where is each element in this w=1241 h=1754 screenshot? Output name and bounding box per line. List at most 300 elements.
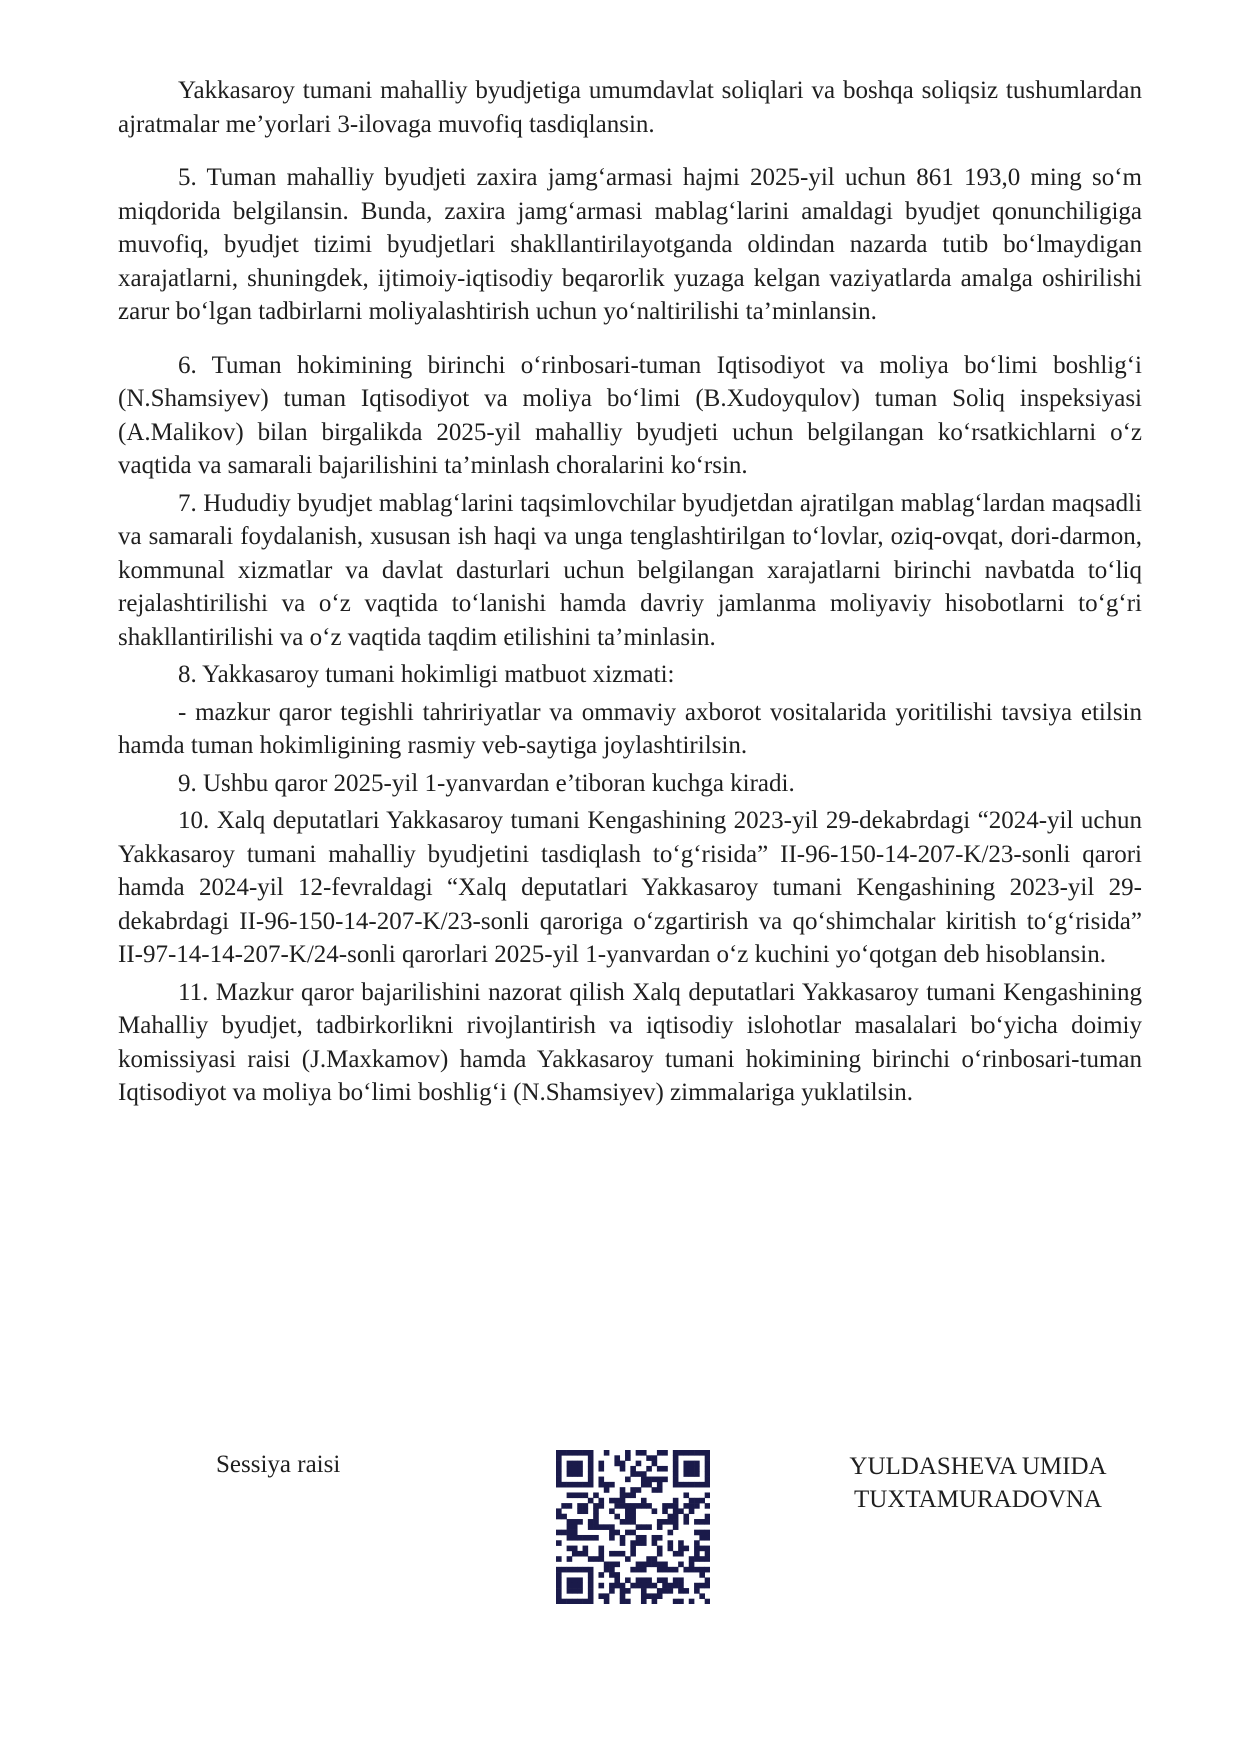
qr-module <box>583 1503 589 1509</box>
qr-module <box>699 1530 705 1536</box>
qr-module <box>609 1588 615 1594</box>
qr-module <box>646 1503 652 1509</box>
qr-module <box>598 1503 604 1509</box>
qr-module <box>614 1461 620 1467</box>
qr-module <box>567 1503 573 1509</box>
qr-module <box>588 1482 594 1488</box>
qr-module <box>678 1551 684 1557</box>
qr-module <box>620 1551 626 1557</box>
qr-module <box>625 1588 631 1594</box>
qr-module <box>572 1519 578 1525</box>
qr-module <box>705 1519 710 1525</box>
qr-module <box>593 1508 599 1514</box>
qr-module <box>567 1471 573 1477</box>
qr-module <box>689 1482 695 1488</box>
qr-module <box>673 1455 679 1461</box>
qr-module <box>630 1551 636 1557</box>
qr-module <box>646 1477 652 1483</box>
qr-module <box>567 1599 573 1604</box>
qr-module <box>556 1588 562 1594</box>
qr-module <box>652 1562 658 1568</box>
qr-module <box>588 1577 594 1583</box>
qr-module <box>678 1482 684 1488</box>
qr-module <box>567 1461 573 1467</box>
qr-module <box>652 1599 658 1604</box>
qr-module <box>614 1514 620 1520</box>
qr-module <box>620 1487 626 1493</box>
qr-module <box>556 1514 562 1520</box>
qr-module <box>567 1466 573 1472</box>
qr-module <box>609 1535 615 1541</box>
qr-module <box>673 1471 679 1477</box>
qr-module <box>699 1482 705 1488</box>
qr-module <box>641 1450 647 1456</box>
qr-module <box>588 1572 594 1578</box>
qr-module <box>705 1599 710 1604</box>
qr-module <box>683 1482 689 1488</box>
qr-module <box>641 1583 647 1589</box>
qr-module <box>657 1482 663 1488</box>
qr-module <box>588 1524 594 1530</box>
qr-module <box>705 1530 710 1536</box>
qr-module <box>604 1562 610 1568</box>
qr-module <box>683 1492 689 1498</box>
qr-module <box>609 1508 615 1514</box>
qr-module <box>668 1546 674 1552</box>
qr-module <box>620 1498 626 1504</box>
qr-module <box>657 1535 663 1541</box>
qr-module <box>614 1498 620 1504</box>
qr-module <box>620 1466 626 1472</box>
qr-module <box>646 1524 652 1530</box>
qr-module <box>583 1482 589 1488</box>
qr-module <box>609 1567 615 1573</box>
qr-module <box>556 1567 562 1573</box>
qr-module <box>689 1567 695 1573</box>
qr-module <box>620 1519 626 1525</box>
qr-module <box>577 1466 583 1472</box>
qr-module <box>588 1599 594 1604</box>
qr-module <box>572 1551 578 1557</box>
qr-module <box>588 1583 594 1589</box>
qr-module <box>625 1599 631 1604</box>
qr-module <box>673 1503 679 1509</box>
qr-module <box>705 1583 710 1589</box>
qr-module <box>588 1567 594 1573</box>
qr-module <box>598 1583 604 1589</box>
qr-module <box>683 1514 689 1520</box>
qr-module <box>673 1567 679 1573</box>
qr-module <box>652 1583 658 1589</box>
qr-module <box>694 1498 700 1504</box>
qr-module <box>699 1556 705 1562</box>
qr-module <box>673 1551 679 1557</box>
qr-module <box>694 1450 700 1456</box>
qr-module <box>577 1577 583 1583</box>
qr-module <box>567 1583 573 1589</box>
qr-module <box>641 1588 647 1594</box>
qr-module <box>689 1471 695 1477</box>
qr-module <box>625 1477 631 1483</box>
qr-module <box>609 1498 615 1504</box>
qr-module <box>678 1450 684 1456</box>
qr-module <box>641 1535 647 1541</box>
qr-module <box>572 1482 578 1488</box>
qr-module <box>678 1546 684 1552</box>
paragraph-tax-allocations: Yakkasaroy tumani mahalliy byudjetiga umumdavlat soliqlari va boshqa soliqsiz tushumlardan ajratmalar me’yorlari 3-ilovaga muvofiq tasdiqlansin. <box>118 77 1142 138</box>
qr-module <box>614 1503 620 1509</box>
qr-module <box>636 1450 642 1456</box>
paragraph-7-budget-distributors: 7. Hududiy byudjet mablag‘larini taqsimlovchilar byudjetdan ajratilgan mablag‘lardan maqsadli va samarali foydalanish, xususan ish haqi va unga tenglashtirilgan to‘lovlar, oziq-ovqat, dori-darmon, kommunal xizmatlar va davlat dasturlari uchun belgilangan xarajatlarni birinchi navbatda to‘liq rejalashtirilishi va o‘z vaqtida to‘lanishi hamda davriy jamlanma moliyaviy hisobotlarni to‘g‘ri shakllantirilishi va o‘z vaqtida taqdim etilishini ta’minlasin. <box>118 489 1142 651</box>
qr-module <box>646 1583 652 1589</box>
qr-module <box>609 1530 615 1536</box>
qr-module <box>620 1583 626 1589</box>
qr-module <box>699 1535 705 1541</box>
qr-module <box>588 1455 594 1461</box>
qr-module <box>588 1556 594 1562</box>
qr-module <box>662 1562 668 1568</box>
qr-module <box>689 1508 695 1514</box>
qr-module <box>614 1530 620 1536</box>
qr-module <box>577 1508 583 1514</box>
qr-module <box>577 1482 583 1488</box>
qr-module <box>567 1450 573 1456</box>
qr-module <box>646 1556 652 1562</box>
qr-module <box>652 1487 658 1493</box>
qr-module <box>598 1593 604 1599</box>
qr-module <box>561 1530 567 1536</box>
qr-module <box>683 1546 689 1552</box>
qr-module <box>577 1599 583 1604</box>
qr-module <box>630 1519 636 1525</box>
qr-module <box>694 1567 700 1573</box>
qr-module <box>588 1519 594 1525</box>
qr-module <box>572 1492 578 1498</box>
qr-module <box>588 1593 594 1599</box>
qr-module <box>556 1530 562 1536</box>
qr-module <box>556 1556 562 1562</box>
qr-module <box>673 1482 679 1488</box>
qr-module <box>699 1546 705 1552</box>
qr-module <box>705 1577 710 1583</box>
qr-module <box>593 1492 599 1498</box>
qr-module <box>577 1519 583 1525</box>
paragraph-5-reserve-fund: 5. Tuman mahalliy byudjeti zaxira jamg‘armasi hajmi 2025-yil uchun 861 193,0 ming so‘m miqdorida belgilansin. Bunda, zaxira jamg‘armasi mablag‘larini amaldagi byudjet qonunchiligiga muvofiq, byudjet tizimi byudjetlari shakllantirilayotganda oldindan nazarda tutib bo‘lmaydigan xarajatlarni, shuningdek, ijtimoiy-iqtisodiy beqarorlik yuzaga kelgan vaziyatlarda amalga oshirilishi zarur bo‘lgan tadbirlarni moliyalashtirish uchun yo‘naltirilishi ta’minlansin. <box>118 164 1142 325</box>
qr-module <box>556 1461 562 1467</box>
qr-module <box>657 1519 663 1525</box>
qr-module <box>620 1535 626 1541</box>
qr-module <box>588 1471 594 1477</box>
qr-module <box>598 1556 604 1562</box>
qr-module <box>620 1540 626 1546</box>
qr-module <box>705 1567 710 1573</box>
qr-module <box>636 1471 642 1477</box>
qr-module <box>662 1583 668 1589</box>
qr-module <box>583 1450 589 1456</box>
qr-module <box>636 1524 642 1530</box>
qr-module <box>572 1450 578 1456</box>
qr-module <box>662 1567 668 1573</box>
qr-module <box>598 1546 604 1552</box>
qr-module <box>609 1572 615 1578</box>
qr-module <box>577 1588 583 1594</box>
qr-module <box>673 1519 679 1525</box>
qr-module <box>652 1508 658 1514</box>
qr-module <box>699 1519 705 1525</box>
qr-module <box>598 1461 604 1467</box>
qr-module <box>641 1562 647 1568</box>
qr-module <box>630 1508 636 1514</box>
qr-module <box>657 1593 663 1599</box>
qr-module <box>689 1562 695 1568</box>
qr-module <box>625 1519 631 1525</box>
qr-module <box>577 1535 583 1541</box>
qr-module <box>614 1562 620 1568</box>
qr-module <box>588 1535 594 1541</box>
qr-code <box>556 1450 710 1604</box>
qr-module <box>641 1503 647 1509</box>
qr-module <box>699 1567 705 1573</box>
qr-module <box>604 1599 610 1604</box>
qr-module <box>604 1567 610 1573</box>
qr-module <box>630 1530 636 1536</box>
qr-module <box>556 1471 562 1477</box>
qr-module <box>699 1583 705 1589</box>
qr-module <box>694 1540 700 1546</box>
qr-module <box>609 1583 615 1589</box>
qr-module <box>572 1530 578 1536</box>
qr-module <box>630 1492 636 1498</box>
qr-module <box>577 1551 583 1557</box>
qr-module <box>646 1466 652 1472</box>
qr-module <box>630 1540 636 1546</box>
qr-code-graphic <box>556 1450 710 1604</box>
qr-module <box>567 1530 573 1536</box>
qr-module <box>705 1514 710 1520</box>
qr-module <box>683 1450 689 1456</box>
qr-module <box>673 1514 679 1520</box>
qr-module <box>561 1567 567 1573</box>
qr-module <box>641 1477 647 1483</box>
qr-module <box>699 1593 705 1599</box>
qr-module <box>572 1567 578 1573</box>
qr-module <box>630 1567 636 1573</box>
qr-module <box>583 1546 589 1552</box>
signature-role: Sessiya raisi <box>216 1451 341 1478</box>
qr-module <box>694 1588 700 1594</box>
qr-module <box>561 1450 567 1456</box>
qr-module <box>604 1487 610 1493</box>
qr-module <box>625 1455 631 1461</box>
qr-module <box>609 1562 615 1568</box>
signatory-name-line2: TUXTAMURADOVNA <box>854 1486 1102 1513</box>
qr-module <box>588 1466 594 1472</box>
qr-module <box>630 1471 636 1477</box>
signatory-name <box>788 1450 1168 1516</box>
qr-module <box>694 1482 700 1488</box>
qr-module <box>561 1599 567 1604</box>
qr-module <box>609 1524 615 1530</box>
qr-module <box>567 1519 573 1525</box>
qr-module <box>662 1503 668 1509</box>
qr-module <box>625 1514 631 1520</box>
qr-module <box>705 1492 710 1498</box>
qr-module <box>625 1508 631 1514</box>
qr-module <box>641 1577 647 1583</box>
qr-module <box>636 1461 642 1467</box>
qr-module <box>556 1599 562 1604</box>
document-body <box>118 74 1142 1110</box>
qr-module <box>593 1503 599 1509</box>
qr-module <box>652 1535 658 1541</box>
qr-module <box>641 1471 647 1477</box>
qr-module <box>683 1519 689 1525</box>
qr-module <box>678 1588 684 1594</box>
qr-module <box>604 1593 610 1599</box>
paragraph-8-press-service: 8. Yakkasaroy tumani hokimligi matbuot xizmati: <box>178 661 675 688</box>
qr-module <box>673 1508 679 1514</box>
qr-module <box>657 1450 663 1456</box>
qr-module <box>668 1519 674 1525</box>
qr-module <box>673 1577 679 1583</box>
qr-module <box>689 1461 695 1467</box>
qr-module <box>683 1588 689 1594</box>
qr-module <box>668 1514 674 1520</box>
qr-module <box>556 1455 562 1461</box>
qr-module <box>652 1461 658 1467</box>
qr-module <box>646 1593 652 1599</box>
qr-module <box>598 1482 604 1488</box>
qr-module <box>567 1577 573 1583</box>
qr-module <box>556 1593 562 1599</box>
qr-module <box>699 1450 705 1456</box>
qr-module <box>572 1546 578 1552</box>
qr-module <box>652 1556 658 1562</box>
qr-module <box>705 1551 710 1557</box>
qr-module <box>583 1599 589 1604</box>
qr-module <box>572 1583 578 1589</box>
qr-module <box>630 1546 636 1552</box>
qr-module <box>577 1492 583 1498</box>
qr-module <box>652 1455 658 1461</box>
qr-module <box>556 1466 562 1472</box>
qr-module <box>556 1450 562 1456</box>
qr-module <box>614 1551 620 1557</box>
qr-module <box>689 1556 695 1562</box>
qr-module <box>588 1461 594 1467</box>
qr-module <box>583 1535 589 1541</box>
qr-module <box>561 1503 567 1509</box>
qr-module <box>673 1461 679 1467</box>
qr-module <box>705 1471 710 1477</box>
qr-module <box>694 1583 700 1589</box>
qr-module <box>598 1466 604 1472</box>
qr-module <box>636 1535 642 1541</box>
qr-module <box>625 1577 631 1583</box>
qr-module <box>556 1477 562 1483</box>
qr-module <box>705 1503 710 1509</box>
qr-module <box>598 1572 604 1578</box>
qr-module <box>662 1508 668 1514</box>
qr-module <box>657 1567 663 1573</box>
qr-module <box>636 1487 642 1493</box>
qr-module <box>694 1503 700 1509</box>
qr-module <box>577 1503 583 1509</box>
qr-module <box>609 1482 615 1488</box>
paragraph-10-repeal: 10. Xalq deputatlari Yakkasaroy tumani Kengashining 2023-yil 29-dekabrdagi “2024-yil uchun Yakkasaroy tumani mahalliy byudjetini tasdiqlash to‘g‘risida” II-96-150-14-207-K/23-sonli qarori hamda 2024-yil 12-fevraldagi “Xalq deputatlari Yakkasaroy tumani Kengashining 2023-yil 29-dekabrdagi II-96-150-14-207-K/23-sonli qaroriga o‘zgartirish va qo‘shimchalar kiritish to‘g‘risida” II-97-14-14-207-K/24-sonli qarorlari 2025-yil 1-yanvardan o‘z kuchini yo‘qotgan deb hisoblansin. <box>118 807 1142 968</box>
qr-module <box>673 1583 679 1589</box>
qr-module <box>678 1508 684 1514</box>
qr-module <box>662 1466 668 1472</box>
qr-module <box>572 1577 578 1583</box>
qr-module <box>588 1588 594 1594</box>
qr-module <box>620 1599 626 1604</box>
qr-module <box>673 1498 679 1504</box>
qr-module <box>620 1588 626 1594</box>
qr-module <box>641 1524 647 1530</box>
qr-module <box>593 1519 599 1525</box>
qr-module <box>683 1471 689 1477</box>
qr-module <box>556 1540 562 1546</box>
qr-module <box>583 1492 589 1498</box>
paragraph-9-effective-date: 9. Ushbu qaror 2025-yil 1-yanvardan e’tiboran kuchga kiradi. <box>178 769 795 797</box>
qr-module <box>572 1535 578 1541</box>
qr-module <box>588 1498 594 1504</box>
qr-module <box>705 1482 710 1488</box>
qr-module <box>657 1524 663 1530</box>
qr-module <box>694 1466 700 1472</box>
qr-module <box>593 1514 599 1520</box>
qr-module <box>630 1514 636 1520</box>
qr-module <box>556 1482 562 1488</box>
qr-module <box>588 1477 594 1483</box>
qr-module <box>694 1546 700 1552</box>
qr-module <box>567 1588 573 1594</box>
qr-module <box>625 1450 631 1456</box>
qr-module <box>583 1551 589 1557</box>
qr-module <box>577 1450 583 1456</box>
qr-module <box>620 1461 626 1467</box>
qr-module <box>694 1471 700 1477</box>
qr-module <box>705 1466 710 1472</box>
qr-module <box>689 1498 695 1504</box>
qr-module <box>604 1482 610 1488</box>
qr-module <box>678 1540 684 1546</box>
qr-module <box>662 1519 668 1525</box>
qr-module <box>662 1450 668 1456</box>
qr-module <box>567 1556 573 1562</box>
qr-module <box>630 1503 636 1509</box>
qr-module <box>689 1466 695 1472</box>
qr-module <box>668 1583 674 1589</box>
qr-module <box>657 1577 663 1583</box>
qr-module <box>678 1562 684 1568</box>
qr-module <box>598 1498 604 1504</box>
qr-module <box>657 1551 663 1557</box>
qr-module <box>689 1503 695 1509</box>
qr-module <box>646 1562 652 1568</box>
qr-module <box>689 1450 695 1456</box>
qr-module <box>662 1588 668 1594</box>
qr-module <box>699 1498 705 1504</box>
qr-module <box>577 1461 583 1467</box>
qr-module <box>657 1562 663 1568</box>
qr-module <box>683 1567 689 1573</box>
qr-module <box>625 1530 631 1536</box>
qr-module <box>636 1503 642 1509</box>
qr-module <box>689 1599 695 1604</box>
qr-module <box>572 1461 578 1467</box>
